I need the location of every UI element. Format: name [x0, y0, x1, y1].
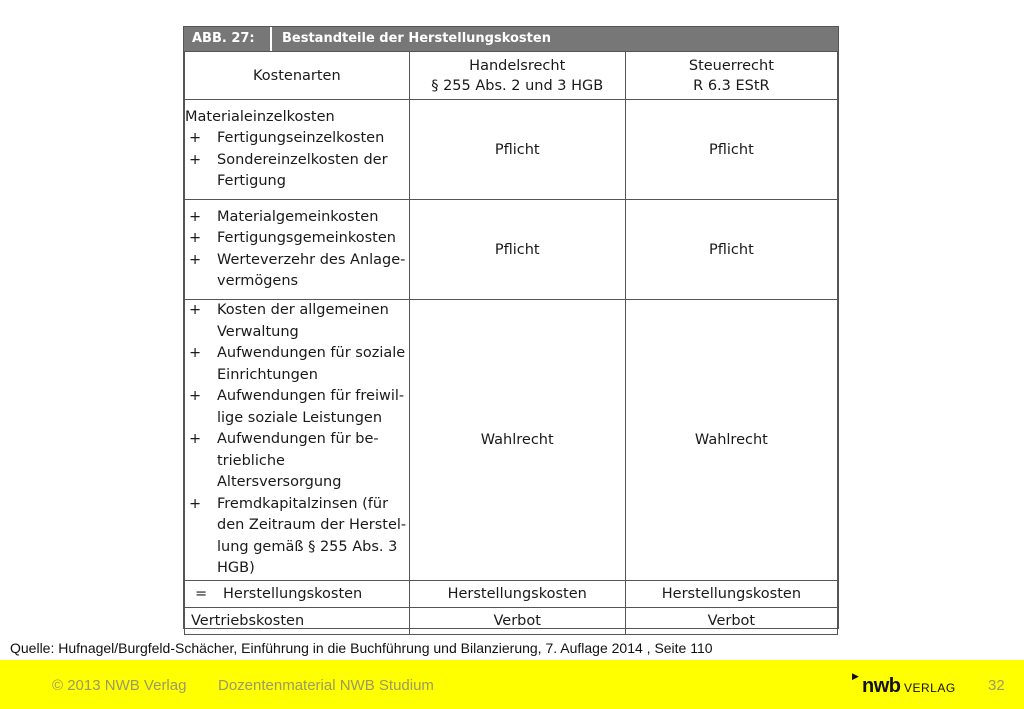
cost-type-label: Aufwendungen für be-triebliche Altersversorgung [217, 431, 379, 490]
group3-cost-types [185, 300, 410, 581]
cost-type-label: Aufwendungen für soziale Einrichtungen [217, 345, 406, 383]
plus-operator: + [189, 130, 202, 146]
header-steuerrecht-title: Steuerrecht [688, 57, 774, 74]
header-handelsrecht [409, 52, 625, 100]
sales-cost-type: Vertriebskosten [185, 607, 410, 634]
plus-operator: + [189, 388, 202, 404]
list-item [185, 128, 409, 150]
list-item [185, 386, 409, 429]
footer-bar [0, 660, 1024, 709]
header-handelsrecht-title: Handelsrecht [469, 57, 566, 74]
group1-steuerrecht: Pflicht [625, 100, 837, 200]
equals-operator: = [195, 585, 208, 602]
cost-type-label: Aufwendungen für freiwil-lige soziale Leistungen [217, 388, 405, 426]
plus-operator: + [189, 251, 202, 268]
cost-table [184, 51, 838, 635]
list-item [185, 494, 409, 580]
sales-steuerrecht: Verbot [625, 607, 837, 634]
cost-type-label: Fremdkapitalzinsen (für den Zeitraum der Herstel-lung gemäß § 255 Abs. 3 HGB) [217, 495, 407, 576]
group2-handelsrecht: Pflicht [409, 200, 625, 300]
table-row [185, 200, 838, 300]
header-kostenarten [185, 52, 410, 100]
plus-operator: + [189, 495, 202, 512]
header-handelsrecht-law: § 255 Abs. 2 und 3 HGB [431, 77, 604, 94]
header-kostenarten-label: Kostenarten [253, 67, 341, 84]
group3-handelsrecht: Wahlrecht [409, 300, 625, 581]
header-steuerrecht [625, 52, 837, 100]
table-row [185, 100, 838, 200]
figure-label: ABB. 27: [184, 27, 272, 51]
figure-header [184, 27, 838, 51]
figure-title: Bestandteile der Herstellungskosten [282, 31, 551, 46]
group1-handelsrecht: Pflicht [409, 100, 625, 200]
list-item [191, 586, 409, 602]
table-row [185, 580, 838, 607]
cost-type-label: Werteverzehr des Anlage-vermögens [217, 251, 406, 289]
page-number: 32 [988, 677, 1005, 694]
cost-type-label: Kosten der allgemeinen Verwaltung [217, 302, 389, 340]
logo-nwb: nwb [862, 675, 901, 697]
group1-cost-types [185, 100, 410, 200]
list-item [185, 343, 409, 386]
group2-cost-types [185, 200, 410, 300]
material-text: Dozentenmaterial NWB Studium [218, 677, 434, 694]
plus-operator: + [189, 302, 202, 318]
plus-operator: + [189, 431, 202, 447]
cost-type-label: Materialgemeinkosten [217, 208, 379, 225]
list-item [185, 228, 409, 250]
logo-verlag: VERLAG [904, 681, 956, 695]
list-item [185, 250, 409, 293]
list-item [185, 207, 409, 229]
group1-heading: Materialeinzelkosten [185, 108, 335, 125]
header-steuerrecht-law: R 6.3 EStR [693, 77, 770, 94]
group3-steuerrecht: Wahlrecht [625, 300, 837, 581]
table-header-row [185, 52, 838, 100]
plus-operator: + [189, 230, 202, 246]
plus-operator: + [189, 208, 202, 225]
total-label: Herstellungskosten [223, 585, 363, 602]
table-row [185, 607, 838, 634]
cost-type-label: Sondereinzelkosten der Fertigung [217, 151, 388, 189]
total-steuerrecht: Herstellungskosten [625, 580, 837, 607]
logo-triangle-icon: ▶ [852, 671, 859, 681]
total-handelsrecht: Herstellungskosten [409, 580, 625, 607]
plus-operator: + [189, 151, 202, 168]
group2-steuerrecht: Pflicht [625, 200, 837, 300]
total-cost-type [185, 580, 410, 607]
sales-handelsrecht: Verbot [409, 607, 625, 634]
list-item [185, 150, 409, 193]
copyright-text: © 2013 NWB Verlag [52, 677, 187, 694]
cost-type-label: Fertigungsgemeinkosten [217, 230, 396, 246]
table-row [185, 300, 838, 581]
list-item [185, 429, 409, 494]
cost-table-figure [183, 26, 839, 629]
source-citation: Quelle: Hufnagel/Burgfeld-Schächer, Einführung in die Buchführung und Bilanzierung, 7. Auflage 2014 , Seite 110 [10, 640, 713, 656]
cost-type-label: Fertigungseinzelkosten [217, 130, 385, 146]
list-item [185, 300, 409, 343]
plus-operator: + [189, 345, 202, 361]
